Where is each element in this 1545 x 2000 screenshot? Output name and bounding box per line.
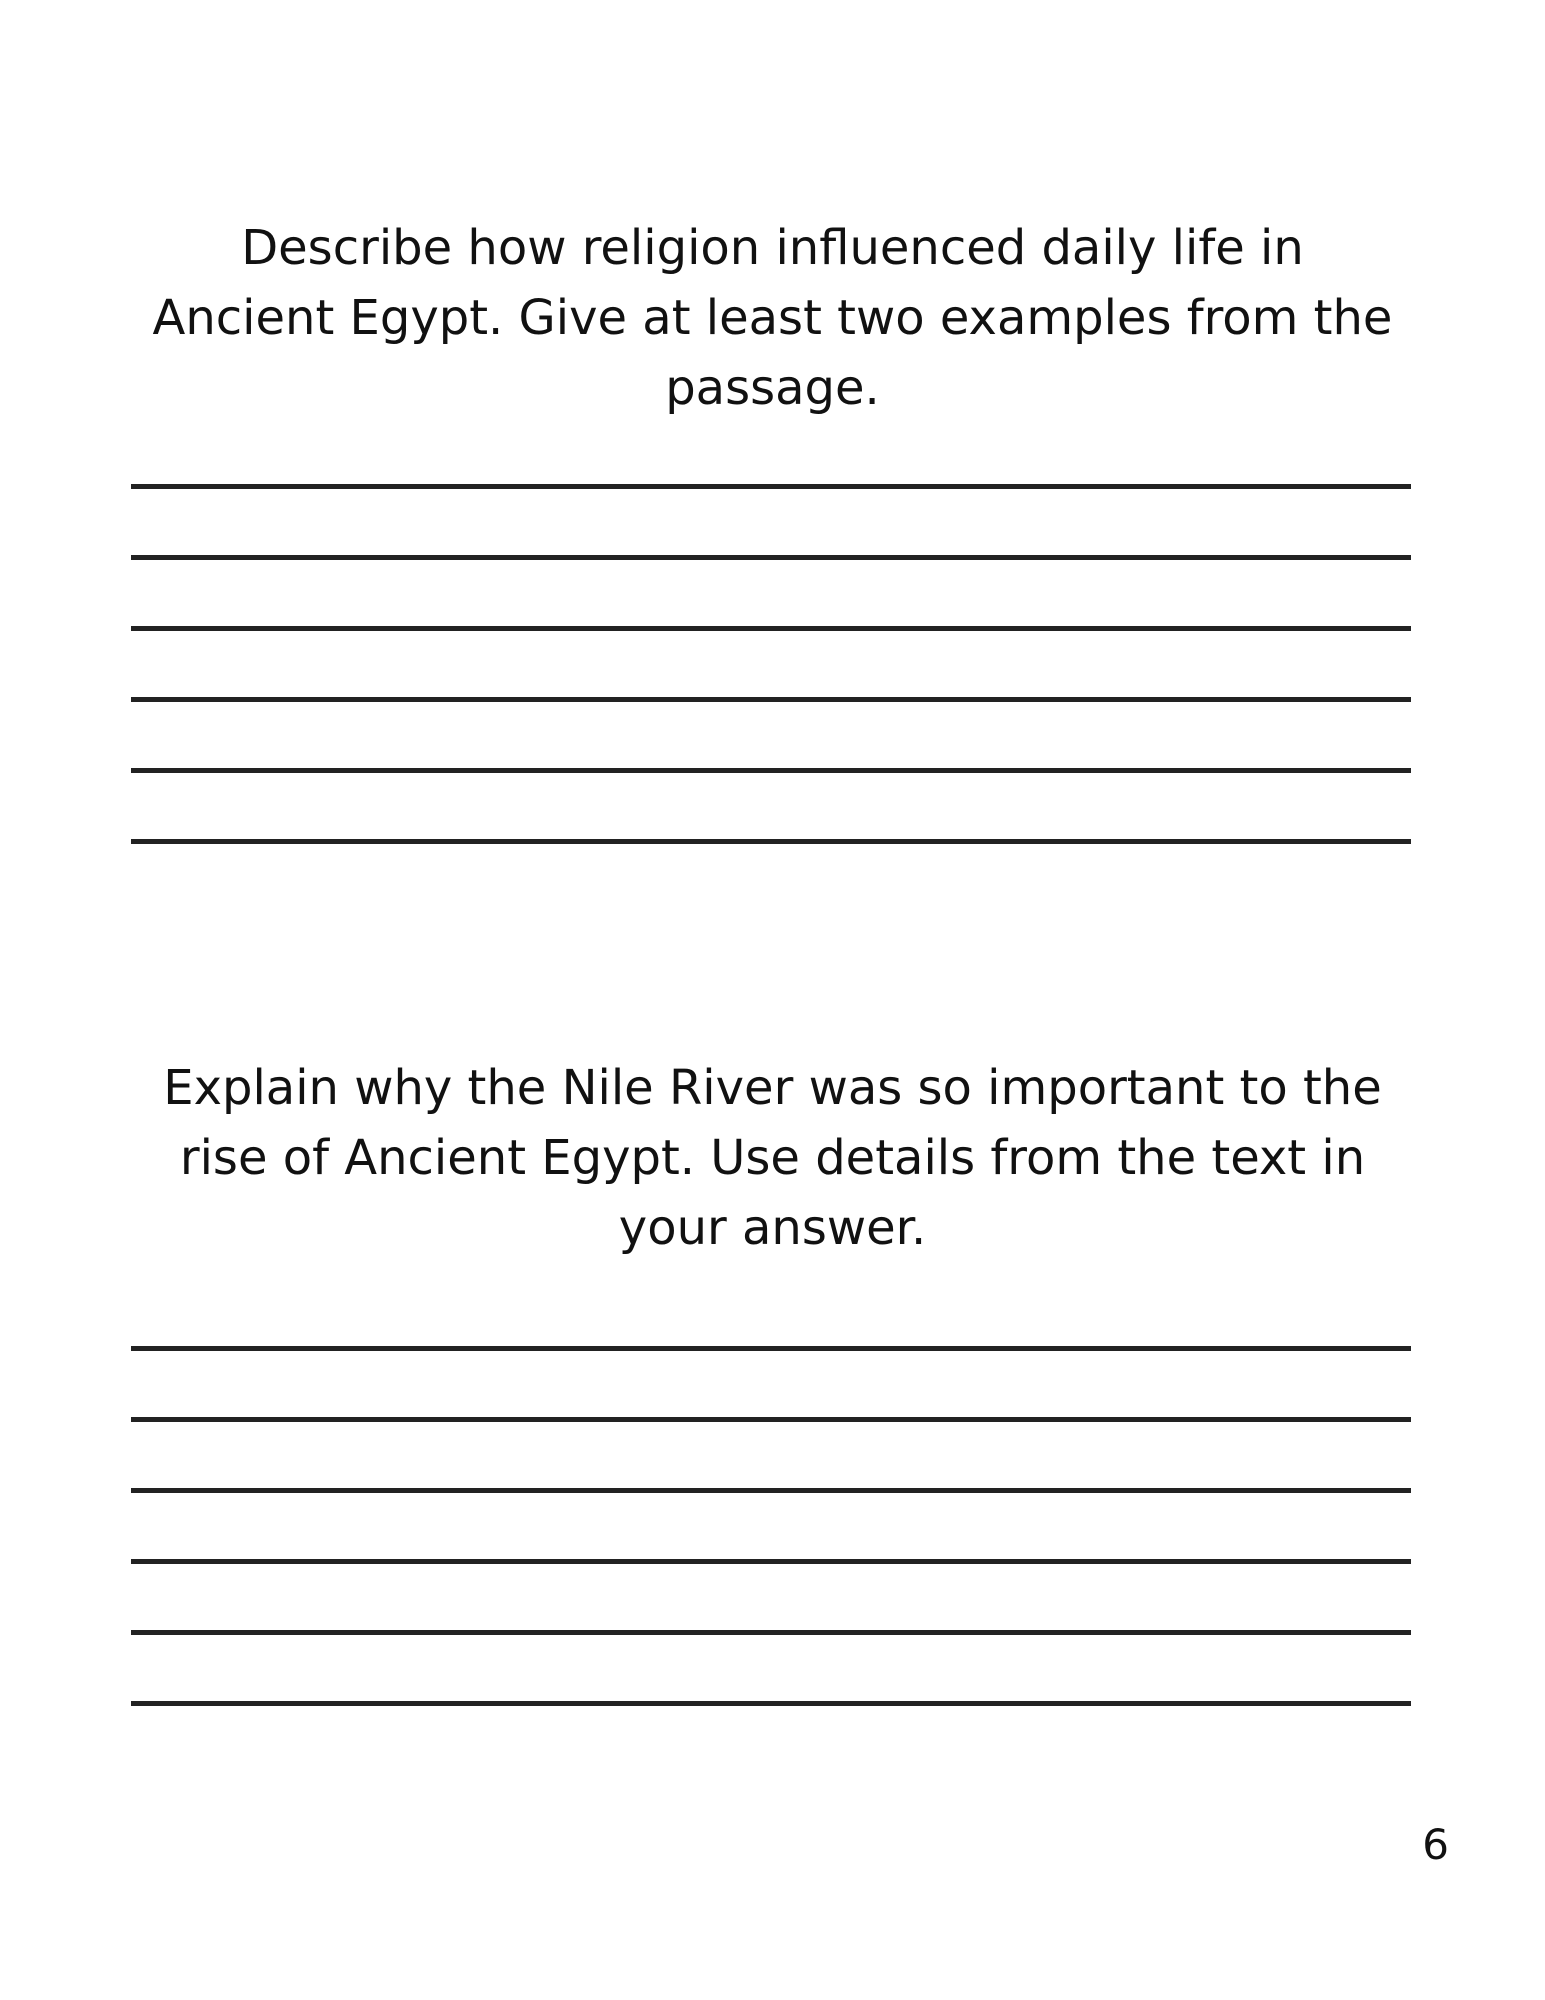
answer-line xyxy=(131,1346,1411,1351)
question-2-prompt xyxy=(0,1053,1545,1263)
question-2-answer-area[interactable] xyxy=(131,1346,1411,1772)
answer-line xyxy=(131,1630,1411,1635)
answer-line xyxy=(131,768,1411,773)
answer-line xyxy=(131,626,1411,631)
question-1-answer-area[interactable] xyxy=(131,484,1411,910)
question-2-line: rise of Ancient Egypt. Use details from the text in xyxy=(179,1130,1366,1186)
answer-line xyxy=(131,484,1411,489)
answer-line xyxy=(131,1417,1411,1422)
answer-line xyxy=(131,1559,1411,1564)
answer-line xyxy=(131,555,1411,560)
question-1-line: Describe how religion influenced daily life in xyxy=(241,220,1304,276)
page-number: 6 xyxy=(1422,1820,1449,1869)
question-2-line: your answer. xyxy=(618,1200,927,1256)
answer-line xyxy=(131,1488,1411,1493)
question-2-line: Explain why the Nile River was so important to the xyxy=(163,1060,1382,1116)
answer-line xyxy=(131,697,1411,702)
question-1-line: Ancient Egypt. Give at least two examples from the xyxy=(152,290,1393,346)
answer-line xyxy=(131,839,1411,844)
question-1-prompt xyxy=(0,213,1545,423)
answer-line xyxy=(131,1701,1411,1706)
question-1-line: passage. xyxy=(665,360,880,416)
